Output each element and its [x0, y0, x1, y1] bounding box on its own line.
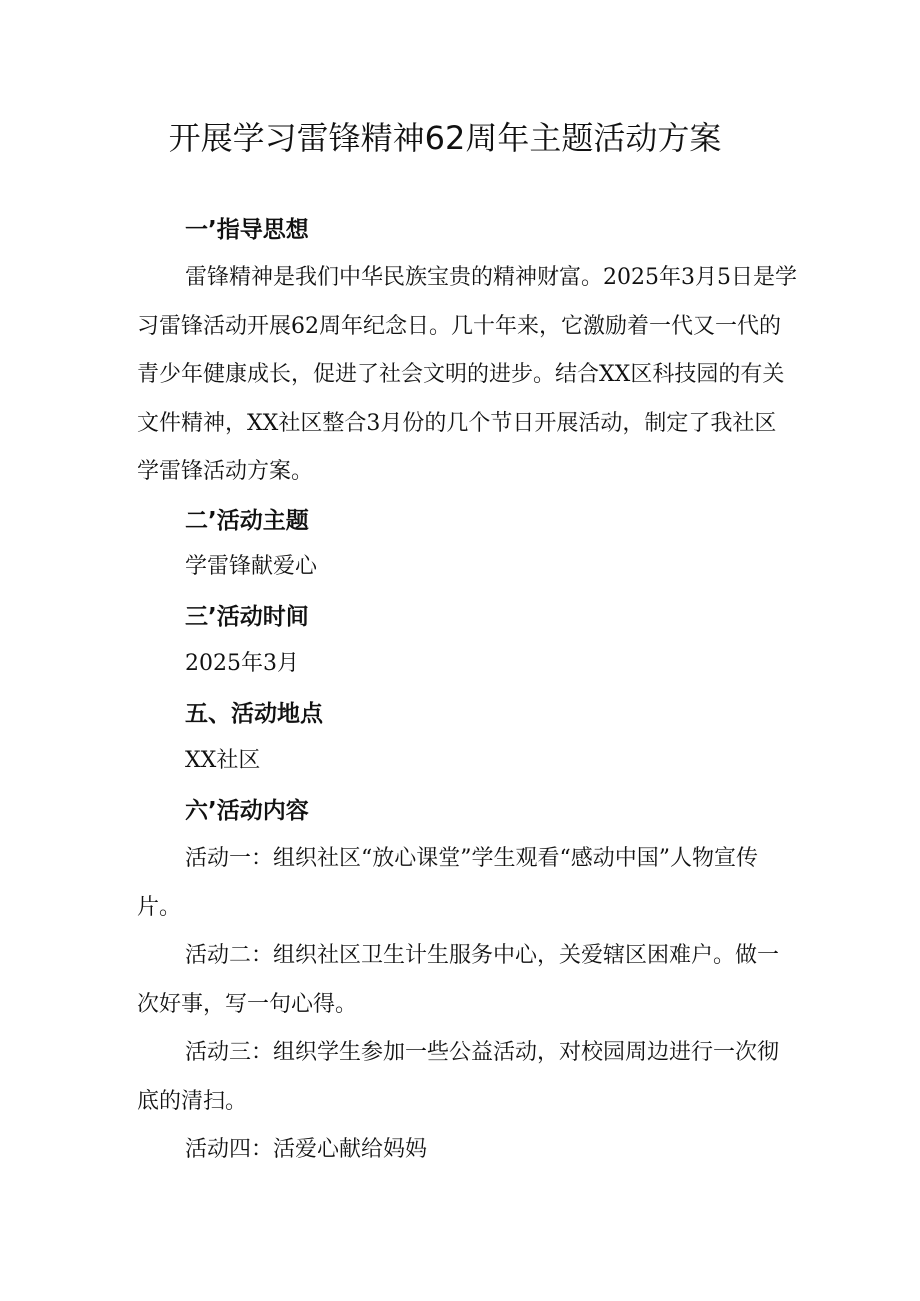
section-heading-guiding-ideology: 一’指导思想	[185, 217, 309, 243]
section-heading-activity-place: 五、活动地点	[185, 701, 323, 727]
activity-theme-text: 学雷锋献爱心	[185, 554, 318, 579]
activity-item-4: 活动四：活爱心献给妈妈	[185, 1137, 428, 1162]
document-title: 开展学习雷锋精神62周年主题活动方案	[168, 119, 722, 157]
section-heading-activity-content: 六’活动内容	[185, 798, 309, 824]
activity-item-2: 活动二：组织社区卫生计生服务中心，关爱辖区困难户。做一次好事，写一句心得。	[137, 943, 780, 1017]
guiding-ideology-paragraph: 雷锋精神是我们中华民族宝贵的精神财富。2025年3月5日是学习雷锋活动开展62周年纪念日。几十年来，它激励着一代又一代的青少年健康成长，促进了社会文明的进步。结合XX区科技园的有关文件精神，XX社区整合3月份的几个节日开展活动，制定了我社区学雷锋活动方案。	[137, 265, 797, 484]
section-heading-activity-time: 三’活动时间	[185, 604, 309, 630]
activity-item-1: 活动一：组织社区“放心课堂”学生观看“感动中国”人物宣传片。	[137, 846, 758, 920]
activity-place-text: XX社区	[185, 748, 261, 773]
activity-item-3: 活动三：组织学生参加一些公益活动，对校园周边进行一次彻底的清扫。	[137, 1040, 780, 1114]
section-heading-activity-theme: 二’活动主题	[185, 508, 309, 534]
activity-time-text: 2025年3月	[185, 651, 299, 676]
